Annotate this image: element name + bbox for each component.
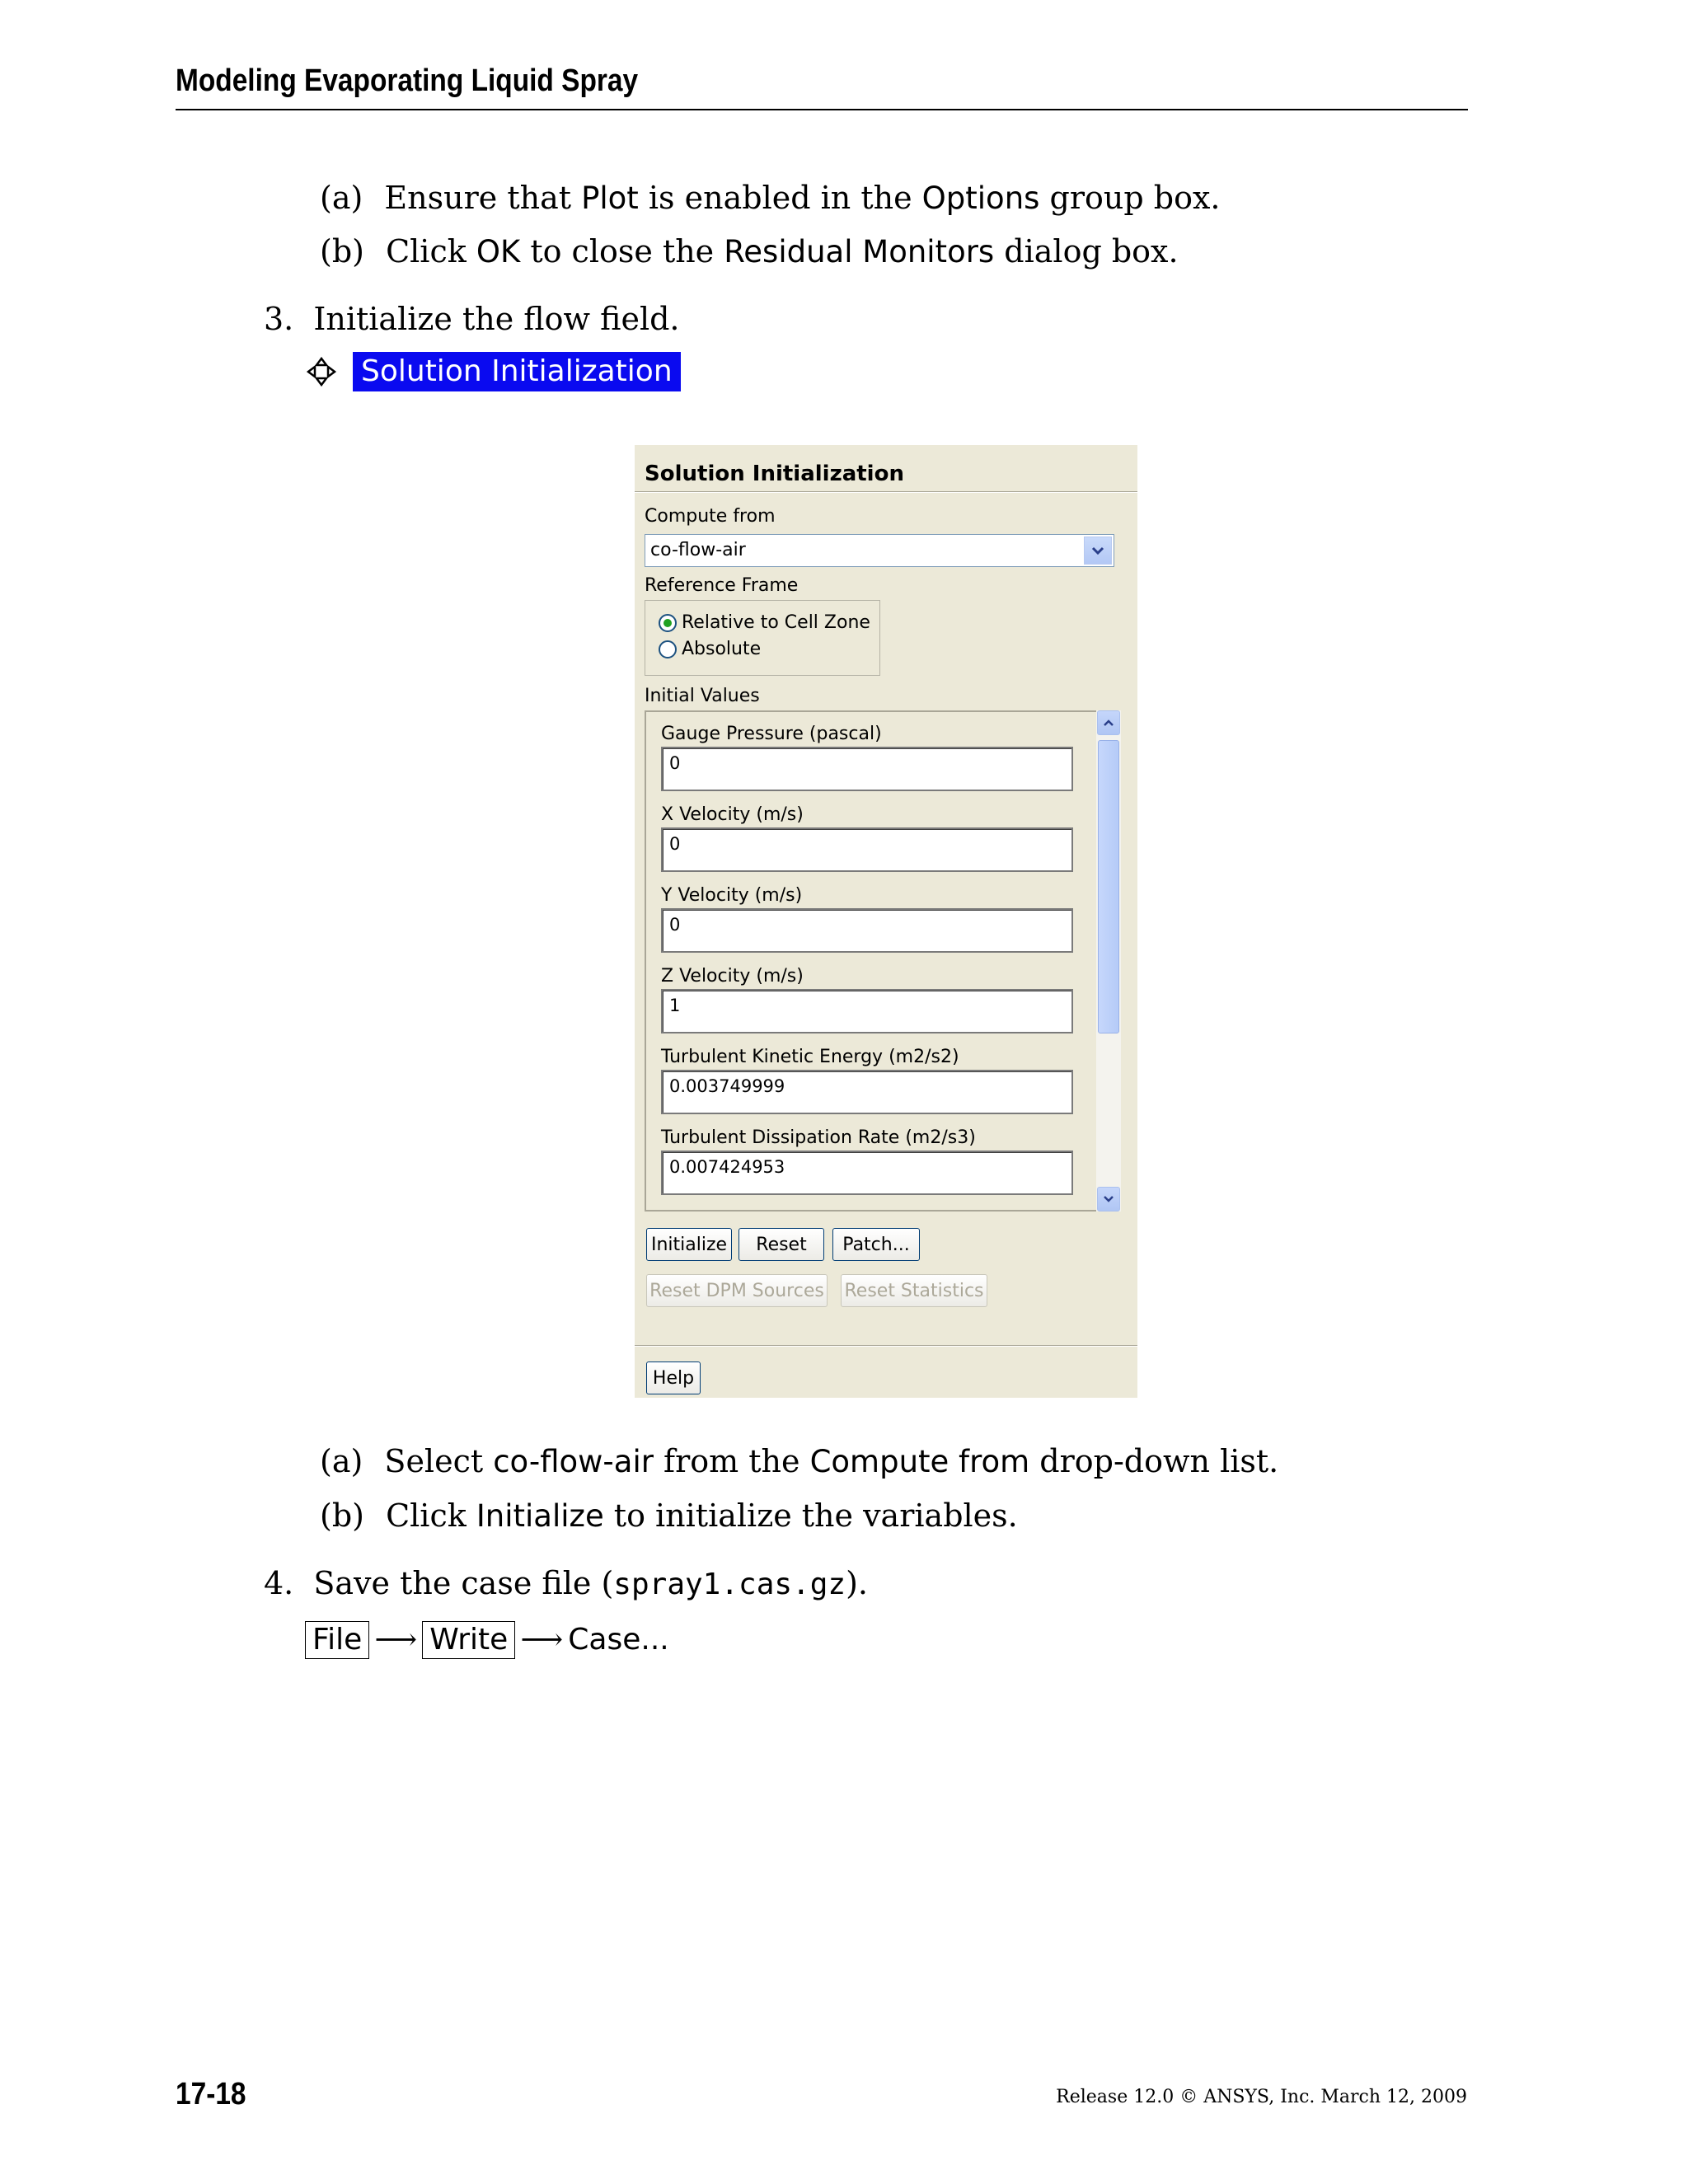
gauge-pressure-input[interactable]: 0: [661, 747, 1073, 791]
initialize-button[interactable]: Initialize: [646, 1228, 732, 1261]
radio-selected-icon: [659, 614, 677, 632]
page-header: [176, 59, 1468, 102]
help-button[interactable]: Help: [646, 1361, 701, 1394]
step4-heading: 4. Save the case file (spray1.cas.gz).: [264, 1565, 868, 1601]
header-rule: [176, 109, 1468, 110]
title-divider: [635, 491, 1137, 493]
y-velocity-input[interactable]: 0: [661, 908, 1073, 953]
compute-from-dropdown[interactable]: [645, 534, 1114, 567]
reset-statistics-button[interactable]: Reset Statistics: [841, 1274, 987, 1307]
menu-file[interactable]: File: [305, 1621, 369, 1659]
radio-absolute[interactable]: Absolute: [659, 639, 761, 659]
scroll-down-icon[interactable]: [1097, 1187, 1120, 1212]
field-gauge-pressure: Gauge Pressure (pascal) 0: [661, 722, 1073, 791]
menu-arrow-1: ⟶: [374, 1623, 418, 1657]
initial-values-label: Initial Values: [645, 686, 760, 706]
reset-dpm-sources-button[interactable]: Reset DPM Sources: [646, 1274, 828, 1307]
step3-heading: 3. Initialize the flow field.: [264, 301, 680, 337]
step3-b: (b) Click Initialize to initialize the variables.: [320, 1497, 1018, 1534]
release-note: Release 12.0 © ANSYS, Inc. March 12, 2009: [1056, 2087, 1467, 2107]
page-number: 17-18: [176, 2077, 246, 2111]
compute-from-label: Compute from: [645, 506, 776, 527]
chevron-down-icon[interactable]: [1084, 537, 1112, 565]
navigation-path: [307, 350, 681, 393]
radio-unselected-icon: [659, 640, 677, 658]
turbulent-kinetic-energy-input[interactable]: 0.003749999: [661, 1070, 1073, 1114]
field-x-velocity: X Velocity (m/s) 0: [661, 803, 1073, 872]
menu-write[interactable]: Write: [422, 1621, 515, 1659]
field-turbulent-dissipation-rate: Turbulent Dissipation Rate (m2/s3) 0.007424953: [661, 1126, 1073, 1195]
field-turbulent-kinetic-energy: Turbulent Kinetic Energy (m2/s2) 0.003749999: [661, 1045, 1073, 1114]
scroll-thumb[interactable]: [1098, 740, 1119, 1033]
footer-divider: [635, 1345, 1137, 1347]
navigation-arrows-icon: [307, 357, 336, 387]
step2-a: (a) Ensure that Plot is enabled in the Options group box.: [320, 180, 1221, 216]
initial-values-panel: [645, 710, 1119, 1212]
step2-b: (b) Click OK to close the Residual Monitors dialog box.: [320, 233, 1179, 269]
compute-from-value: co-flow-air: [650, 540, 746, 560]
reference-frame-label: Reference Frame: [645, 575, 799, 596]
field-z-velocity: Z Velocity (m/s) 1: [661, 964, 1073, 1033]
radio-relative-to-cell-zone[interactable]: Relative to Cell Zone: [659, 612, 870, 633]
reset-button[interactable]: Reset: [738, 1228, 824, 1261]
menu-path: [305, 1619, 669, 1660]
x-velocity-input[interactable]: 0: [661, 827, 1073, 872]
dialog-title: Solution Initialization: [645, 462, 904, 486]
patch-button[interactable]: Patch...: [832, 1228, 920, 1261]
z-velocity-input[interactable]: 1: [661, 989, 1073, 1033]
solution-initialization-dialog: [635, 445, 1137, 1398]
menu-arrow-2: ⟶: [520, 1623, 564, 1657]
menu-case[interactable]: Case...: [568, 1623, 669, 1657]
reference-frame-group: [645, 600, 880, 676]
field-y-velocity: Y Velocity (m/s) 0: [661, 883, 1073, 953]
turbulent-dissipation-rate-input[interactable]: 0.007424953: [661, 1151, 1073, 1195]
header-title: Modeling Evaporating Liquid Spray: [176, 63, 639, 98]
step3-a: (a) Select co-flow-air from the Compute from drop-down list.: [320, 1443, 1279, 1479]
solution-initialization-link[interactable]: Solution Initialization: [353, 352, 681, 391]
case-filename: spray1.cas.gz: [613, 1568, 846, 1601]
scroll-up-icon[interactable]: [1097, 710, 1120, 735]
initial-values-scrollbar[interactable]: [1096, 710, 1121, 1212]
